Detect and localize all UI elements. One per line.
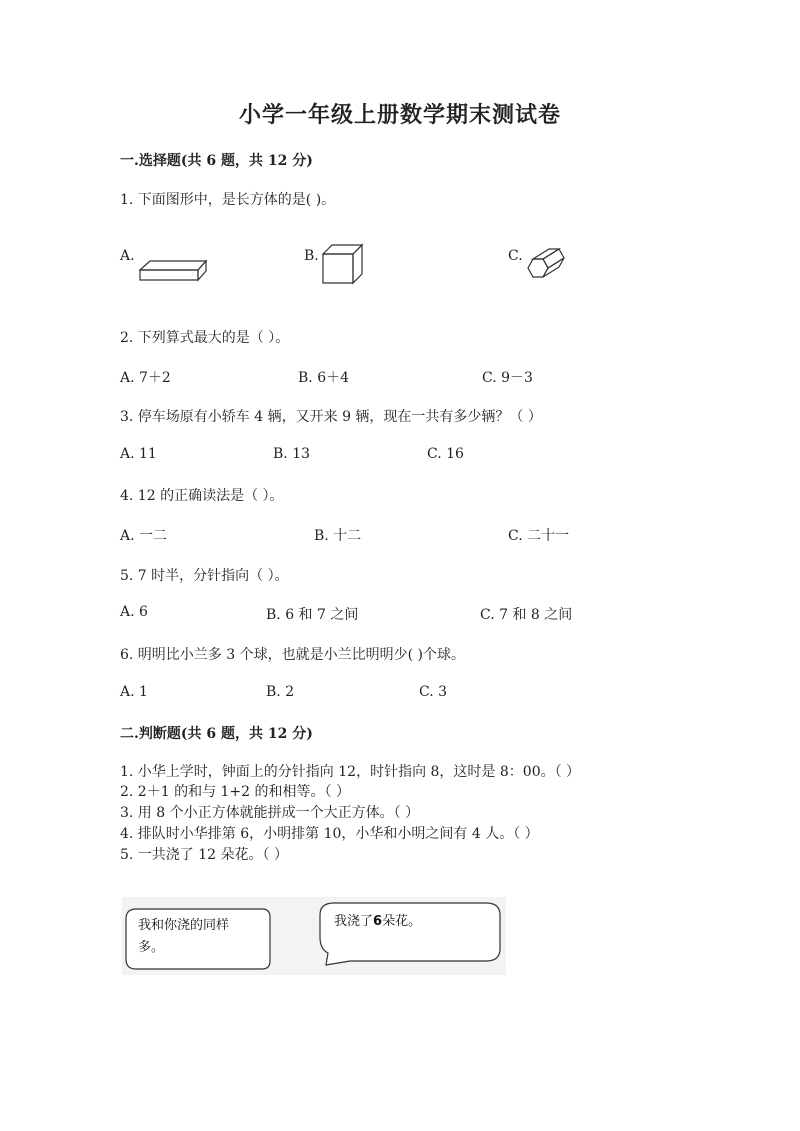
judgement-item: 5. 一共浇了 12 朵花。（ ）	[120, 847, 288, 863]
option-label: A. 11	[120, 446, 157, 462]
option-label: A. 1	[120, 684, 148, 700]
option-label: B. 十二	[314, 528, 362, 544]
section-heading-judgement: 二.判断题(共 6 题，共 12 分)	[120, 726, 313, 742]
option-label: A. 一二	[120, 528, 168, 544]
option-label: C. 3	[419, 684, 448, 700]
option-label: C. 二十一	[508, 528, 570, 544]
judgement-item: 2. 2＋1 的和与 1+2 的和相等。（ ）	[120, 784, 350, 800]
question-stem: 3. 停车场原有小轿车 4 辆，又开来 9 辆，现在一共有多少辆？（ ）	[120, 409, 542, 425]
page-title: 小学一年级上册数学期末测试卷	[238, 102, 561, 128]
option-label: B.	[304, 248, 319, 264]
option-label: B. 6＋4	[298, 370, 350, 386]
bubble-left-line1: 我和你浇的同样	[138, 918, 230, 933]
question-stem: 1. 下面图形中，是长方体的是( )。	[120, 192, 336, 208]
speech-bubble-outlines	[122, 897, 506, 975]
judgement-item: 3. 用 8 个小正方体就能拼成一个大正方体。（ ）	[120, 805, 420, 821]
option-label: B. 6 和 7 之间	[266, 607, 359, 623]
option-label: A. 7＋2	[120, 370, 171, 386]
question-stem: 5. 7 时半，分针指向（ ）。	[120, 568, 289, 584]
bubble-right-number: 6	[373, 914, 383, 929]
option-label: C. 9－3	[482, 370, 533, 386]
question-stem: 6. 明明比小兰多 3 个球，也就是小兰比明明少( )个球。	[120, 647, 465, 663]
bubble-right-text	[334, 911, 421, 932]
question-stem: 2. 下列算式最大的是（ ）。	[120, 330, 290, 346]
cuboid-icon	[136, 256, 208, 284]
option-label: C. 16	[427, 446, 464, 462]
option-label: B. 13	[273, 446, 311, 462]
bubble-left-line2: 多。	[138, 940, 165, 955]
option-label: A.	[120, 248, 135, 264]
option-label: C. 7 和 8 之间	[480, 607, 573, 623]
option-label: C.	[508, 248, 523, 264]
option-label: A. 6	[120, 604, 148, 620]
section-heading-choice: 一.选择题(共 6 题，共 12 分)	[120, 153, 313, 169]
question-stem: 4. 12 的正确读法是（ ）。	[120, 488, 284, 504]
bubble-right-prefix: 我浇了	[334, 914, 374, 929]
speech-bubble-illustration	[122, 897, 506, 975]
cube-icon	[320, 242, 366, 286]
judgement-item: 4. 排队时小华排第 6，小明排第 10，小华和小明之间有 4 人。（ ）	[120, 826, 539, 842]
bubble-right-suffix: 朵花。	[382, 914, 422, 929]
hexagonal-prism-icon	[524, 244, 572, 286]
judgement-item: 1. 小华上学时，钟面上的分针指向 12，时针指向 8，这时是 8：00。（ ）	[120, 764, 581, 780]
option-label: B. 2	[266, 684, 295, 700]
